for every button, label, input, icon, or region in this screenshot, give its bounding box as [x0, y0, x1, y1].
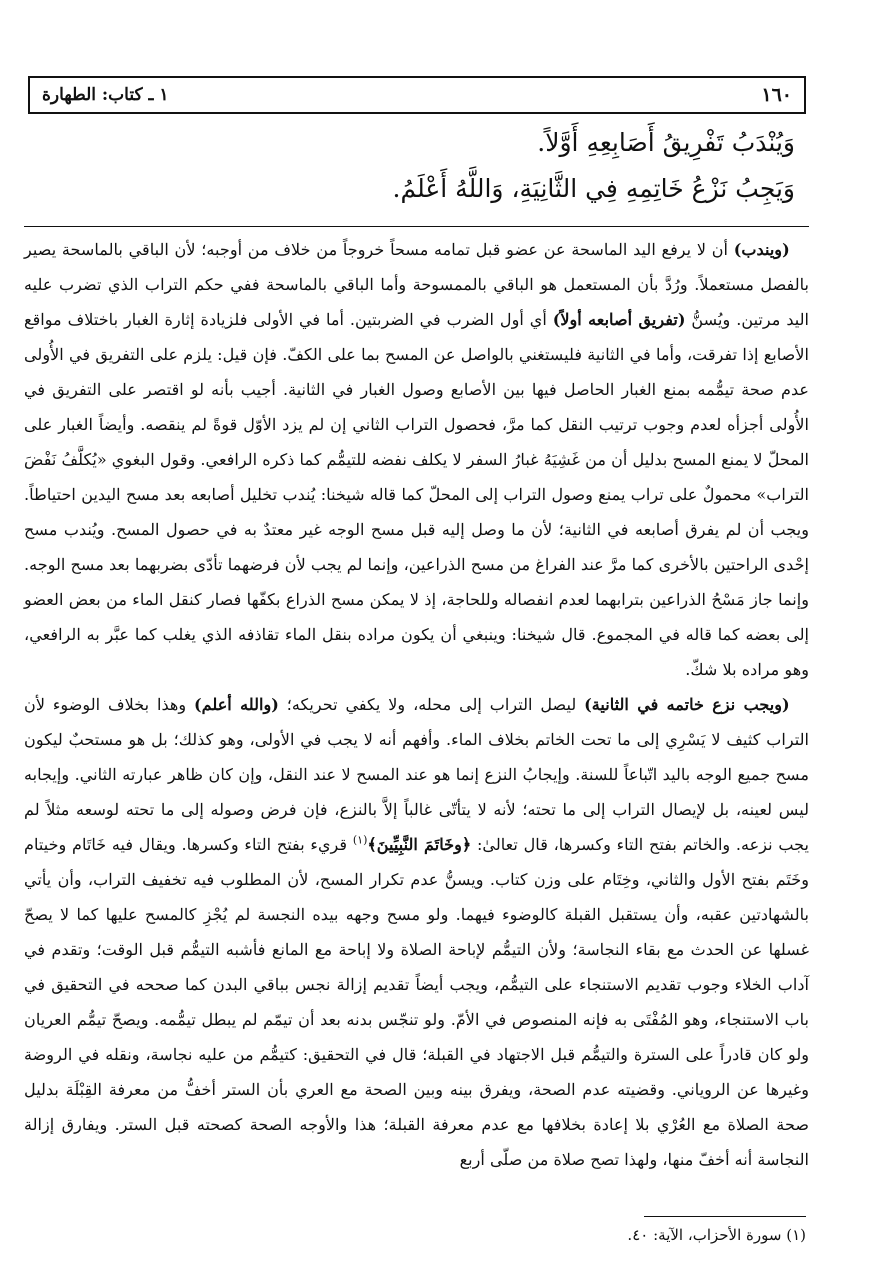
matn-text — [60, 120, 795, 212]
paragraph-lead: (ويندب) — [733, 240, 790, 259]
matn-line-1: وَيُنْدَبُ تَفْرِيقُ أَصَابِعِهِ أَوَّلاً. — [537, 128, 795, 157]
matn-divider — [24, 226, 809, 227]
quran-verse: ﴿وخَاتَمَ النَّبِيِّينَ﴾ — [367, 835, 472, 854]
footnote-marker: (١) — [352, 833, 368, 847]
page-header — [28, 76, 806, 114]
commentary — [24, 232, 809, 1177]
matn-line-2: وَيَجِبُ نَزْعُ خَاتِمِهِ فِي الثَّانِيَةِ، وَاللَّهُ أَعْلَمُ. — [392, 174, 795, 203]
paragraph-text: وهذا بخلاف الوضوء لأن التراب كثيف لا يَسْرِي إلى ما تحت الخاتم بخلاف الماء. وأفهم أنه لا يجب في الأولى، وهو كذلك؛ بل هو مستحبٌ ليكون مسح جميع الوجه باليد اتّباعاً للسنة. وإيجابُ النزع إنما هو عند المسح لا عند النقل، وإن كان ظاهر عبارته الثاني. وإيجابه ليس لعينه، بل لإيصال التراب إلى ما تحته؛ لأنه لا يتأتّى غالباً إلاَّ بالنزع، فإن فرض وصوله إلى ما تحته لوسعه مثلاً لم يجب نزعه. والخاتم بفتح التاء وكسرها، قال تعالىٰ: — [24, 695, 809, 854]
commentary-paragraph-1 — [24, 232, 809, 687]
page-number: ١٦٠ — [761, 84, 792, 106]
matn-quote: (والله أعلم) — [194, 695, 279, 714]
paragraph-text: أن لا يرفع اليد الماسحة عن عضو قبل تمامه مسحاً خروجاً من خلاف من أوجبه؛ لأن الباقي بالماسحة يصير بالفصل مستعملاً. ورُدَّ بأن المستعمل هو الباقي بالممسوحة وأما الباقي بالماسحة ففي حكم التراب الذي تضرب عليه اليد مرتين. ويُسنُّ — [24, 240, 810, 329]
footnote-divider — [644, 1216, 806, 1217]
paragraph-text: ليصل التراب إلى محله، ولا يكفي تحريكه؛ — [278, 695, 585, 714]
matn-quote: (تفريق أصابعه أولاً) — [552, 310, 686, 329]
commentary-paragraph-2 — [24, 687, 809, 1177]
chapter-title: ١ ـ كتاب: الطهارة — [42, 85, 169, 105]
footnote: (١) سورة الأحزاب، الآية: ٤٠. — [627, 1226, 806, 1244]
paragraph-text: قريء بفتح التاء وكسرها. ويقال فيه خَاتَام وخيتام وخَتَم بفتح الأول والثاني، وخِتَام على وزن كتاب. ويسنُّ عدم تكرار المسح، لأن المطلوب فيه تخفيف التراب، وأن يأتي بالشهادتين عقبه، وأن يستقبل القبلة كالوضوء فيهما. ولو مسح وجهه بيده النجسة لم يُجْزِ كالمسح عليها كما لا يصحّ غسلها عن الحدث مع بقاء النجاسة؛ ولأن التيمُّم لإباحة الصلاة ولا إباحة مع المانع فأشبه التيمُّم قبل الوقت؛ وتقدم في آداب الخلاء وجوب تقديم الاستنجاء على التيمُّم، ويجب أيضاً تقديم إزالة نجس بباقي البدن كما صححه في التحقيق في باب الاستنجاء، وهو المُفْتَى به فإنه المنصوص في الأمّ. ولو تنجّس بدنه بعد أن تيمّم لم يبطل تيمُّمه. ويصحّ تيمُّم العريان ولو كان قادراً على السترة والتيمُّم قبل الاجتهاد في القبلة؛ قال في التحقيق: كتيمُّم من عليه نجاسة، ونقله في الروضة وغيرها عن الروياني. وقضيته عدم الصحة، ويفرق بينه وبين الصحة مع العري بأن الستر أخفُّ من معرفة القِبْلَة بدليل صحة الصلاة مع العُرْي بلا إعادة بخلافها مع عدم معرفة القبلة؛ هذا والأوجه الصحة كصحته قبل الستر. ويفارق إزالة النجاسة أنه أخفّ منها، ولهذا تصح صلاة من صلّى أربع — [24, 835, 809, 1169]
paragraph-lead: (ويجب نزع خاتمه في الثانية) — [584, 695, 790, 714]
paragraph-text: أي أول الضرب في الضربتين. أما في الأولى فلزيادة إثارة الغبار باختلاف مواقع الأصابع إذا تفرقت، وأما في الثانية فليستغني بالواصل عن المسح بما على الكفّ. فإن قيل: يلزم على التفريق في الأُولى عدم صحة تيمُّمه بمنع الغبار الحاصل فيها بين الأصابع وصول الغبار في الثانية. أجيب بأنه لو اقتصر على التفريق في الأُولى أجزأه لعدم وجوب ترتيب النقل كما مرَّ، فحصول التراب الثاني إن لم يزد الأوّل قوةً لم ينقصه. وأيضاً الغبار على المحلّ لا يمنع المسح بدليل أن من غَشِيَهُ غبارُ السفر لا يكلف نفضه للتيمُّم كما ذكره الرافعي. وقول البغوي «يُكلَّفُ نَفْضَ التراب» محمولٌ على تراب يمنع وصول التراب إلى المحلّ كما قاله شيخنا: يُندب تخليل أصابعه بعد مسح اليدين احتياطاً. ويجب أن لم يفرق أصابعه في الثانية؛ لأن ما وصل إليه قبل مسح الوجه غير معتدٌ به في حصول المسح. ويُندب مسح إحْدى الراحتين بالأخرى كما مرَّ عند الفراغ من مسح الذراعين، وإنما لم يجب لأن فرضهما تأدّى بضربهما بعد مسح الوجه. وإنما جاز مَسْحُ الذراعين بترابهما لعدم انفصاله وللحاجة، إذ لا يمكن مسح الذراع بكفّها فصار كنقل الماء من بعض العضو إلى بعضه كما قاله في المجموع. قال شيخنا: وينبغي أن يكون مراده بنقل الماء تقاذفه الذي يغلب كما عبَّر به الرافعي، وهو مراده بلا شكّ. — [24, 310, 809, 679]
